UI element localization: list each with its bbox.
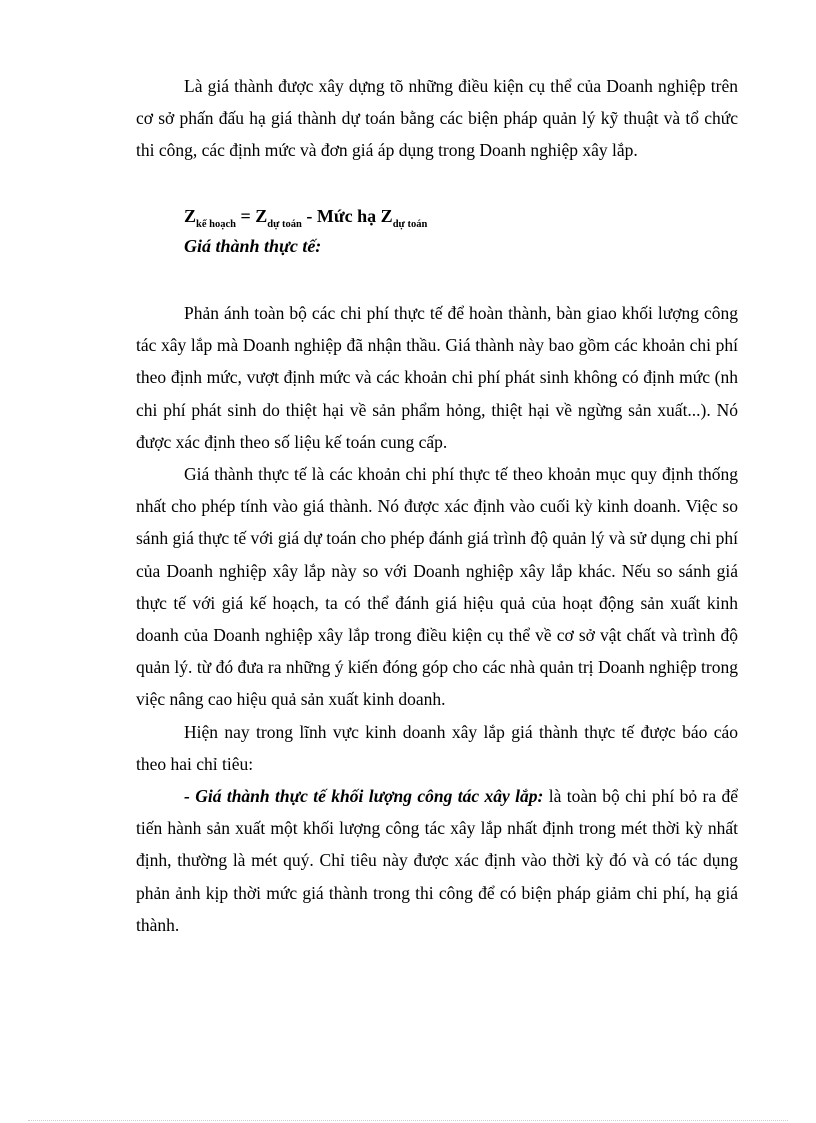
formula-subscript-planned: kế hoạch [196,219,236,230]
formula-z-estimate-2: Z [380,206,393,226]
formula-subscript-estimate-2: dự toán [392,219,428,230]
paragraph-two-indicators: Hiện nay trong lĩnh vực kinh doanh xây lắp giá thành thực tế được báo cáo theo hai chỉ tiêu: [136,721,738,774]
formula-reduction: - Mức hạ [301,206,381,226]
formula-z-estimate: Z [255,206,268,226]
section-heading-actual-cost: Giá thành thực tế: [184,236,322,256]
formula-subscript-estimate: dự toán [267,219,302,230]
volume-cost-body: là toàn bộ chi phí bỏ ra để tiến hành sản xuất một khối lượng công tác xây lắp nhất định trong mét thời kỳ nhất định, thường là mét quý. Chỉ tiêu này được xác định vào thời kỳ đó và có tác dụng phản ảnh kịp thời mức giá thành trong thi công để có biện pháp giảm chi phí, hạ giá thành. [136,786,738,935]
formula-equals: = [235,206,256,226]
paragraph-actual-cost-items: Giá thành thực tế là các khoản chi phí thực tế theo khoản mục quy định thống nhất cho phép tính vào giá thành. Nó được xác định vào cuối kỳ kinh doanh. Việc so sánh giá thực tế với giá dự toán cho phép đánh giá trình độ quản lý và sử dụng chi phí của Doanh nghiệp xây lắp này so với Doanh nghiệp xây lắp khác. Nếu so sánh giá thực tế với giá kế hoạch, ta có thể đánh giá hiệu quả của hoạt động sản xuất kinh doanh của Doanh nghiệp xây lắp trong điều kiện cụ thể về cơ sở vật chất và trình độ quản lý. từ đó đưa ra những ý kiến đóng góp cho các nhà quản trị Doanh nghiệp trong việc nâng cao hiệu quả sản xuất kinh doanh. [136,464,738,710]
intro-paragraph: Là giá thành được xây dựng tõ những điều kiện cụ thể của Doanh nghiệp trên cơ sở phấn đấu hạ giá thành dự toán bằng các biện pháp quản lý kỹ thuật và tổ chức thi công, các định mức và đơn giá áp dụng trong Doanh nghiệp xây lắp. [136,76,738,161]
intro-section [136,70,738,167]
formula-z-planned: Z [184,206,197,226]
cost-formula [184,206,427,230]
actual-cost-section [136,297,738,941]
footer-divider [28,1120,788,1121]
paragraph-volume-cost [136,780,738,941]
paragraph-actual-cost-definition: Phản ánh toàn bộ các chi phí thực tế để hoàn thành, bàn giao khối lượng công tác xây lắp mà Doanh nghiệp đã nhận thầu. Giá thành này bao gồm các khoản chi phí theo định mức, vượt định mức và các khoản chi phí phát sinh không có định mức (nh chi phí phát sinh do thiệt hại về sản phẩm hỏng, thiệt hại về ngừng sản xuất...). Nó được xác định theo số liệu kế toán cung cấp. [136,303,738,452]
volume-cost-lead: - Giá thành thực tế khối lượng công tác xây lắp: [184,786,544,807]
